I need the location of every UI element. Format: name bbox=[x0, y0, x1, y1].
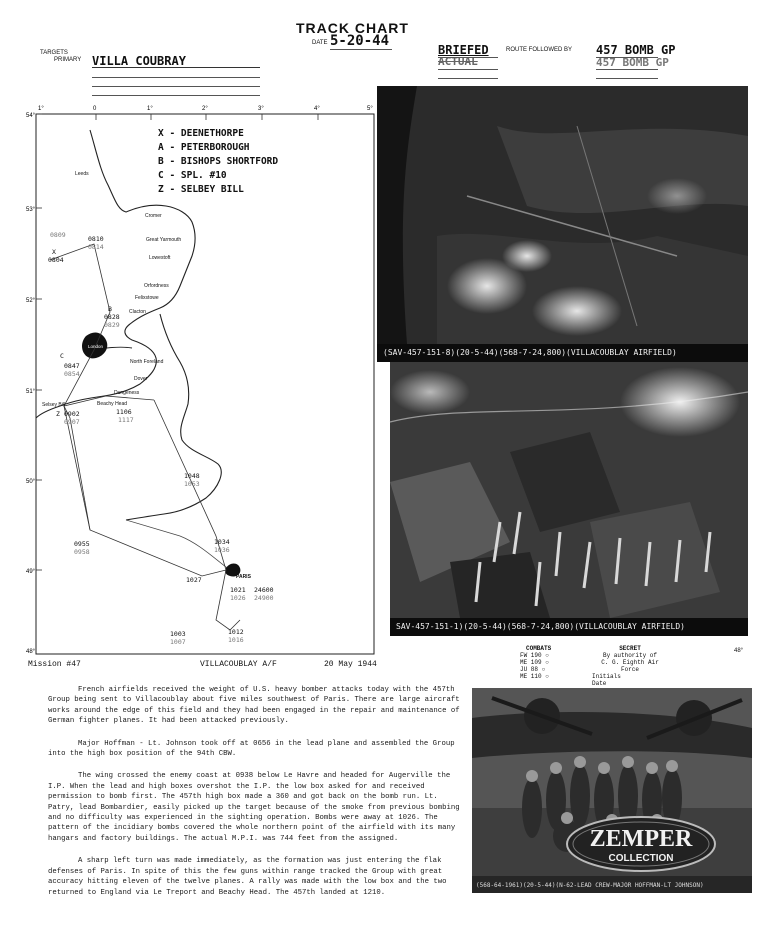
secret-block bbox=[592, 645, 668, 687]
combat-row: ME 110 ○ bbox=[520, 673, 549, 680]
briefed-line bbox=[438, 57, 498, 58]
secret-line-3: Initials bbox=[592, 673, 621, 680]
narrative-paragraph: French airfields received the weight of U.S. heavy bomber attacks today with the 457th Group being sent to Villacoublay about five miles southwest of Paris. There are large aircraft works around the edge of this field and they had been engaged in the repair and maintenance of German fighter planes. It had been attacked previously. bbox=[48, 686, 460, 726]
secret-title: SECRET bbox=[619, 645, 641, 652]
lat-48-right: 48° bbox=[734, 648, 744, 654]
target-line-2 bbox=[92, 77, 260, 78]
briefed-label: BRIEFED bbox=[438, 43, 489, 57]
route-time-1021: 1021 bbox=[230, 586, 246, 594]
place-orfordness: Orfordness bbox=[144, 283, 169, 289]
route-time-1048: 1048 bbox=[184, 472, 200, 480]
combat-row-label: JU 88 bbox=[520, 666, 539, 673]
lat-52: 52° bbox=[26, 298, 36, 304]
track-chart-title: TRACK CHART bbox=[296, 20, 409, 36]
legend-a: A - PETERBOROUGH bbox=[158, 142, 250, 153]
route-time-0847: 0847 bbox=[64, 362, 80, 370]
place-cromer: Cromer bbox=[145, 213, 162, 219]
route-time-1053: 1053 bbox=[184, 480, 200, 488]
primary-target: VILLA COUBRAY bbox=[92, 54, 186, 68]
route-line-3a bbox=[438, 78, 498, 79]
secret-line-1: By authority of bbox=[602, 652, 657, 659]
route-z-letter: Z bbox=[56, 410, 60, 418]
aerial-photo-1 bbox=[377, 86, 748, 362]
targets-label-block bbox=[40, 50, 81, 64]
lat-54: 54° bbox=[26, 113, 36, 119]
zemper-logo-sub: COLLECTION bbox=[608, 853, 674, 864]
zemper-logo-name: ZEMPER bbox=[589, 826, 693, 852]
place-felixstowe: Felixstowe bbox=[135, 295, 159, 301]
legend-z: Z - SELBEY BILL bbox=[158, 184, 244, 195]
aerial-photo-2 bbox=[390, 362, 748, 636]
lon-0: 0 bbox=[93, 106, 97, 112]
place-dover: Dover bbox=[134, 376, 148, 382]
track-chart-map bbox=[26, 100, 380, 660]
route-time-0902: 0902 bbox=[64, 410, 80, 418]
chart-date: 5-20-44 bbox=[330, 33, 390, 49]
lat-48: 48° bbox=[26, 649, 36, 655]
route-time-1012: 1012 bbox=[228, 628, 244, 636]
place-dungeness: Dungeness bbox=[114, 390, 140, 396]
route-time-0907: 0907 bbox=[64, 418, 80, 426]
route-time-0955: 0955 bbox=[74, 540, 90, 548]
zemper-logo bbox=[565, 815, 717, 873]
route-time-0809: 0809 bbox=[50, 231, 66, 239]
route-time-1026: 1026 bbox=[230, 594, 246, 602]
mission-target: VILLACOUBLAY A/F bbox=[200, 660, 277, 669]
group-name: 457 BOMB GP bbox=[596, 43, 676, 57]
target-line-3 bbox=[92, 86, 260, 87]
target-line-4 bbox=[92, 95, 260, 96]
place-yarmouth: Great Yarmouth bbox=[146, 237, 182, 243]
combat-row: ME 109 ○ bbox=[520, 659, 549, 666]
route-alt-24600: 24600 bbox=[254, 586, 274, 594]
route-c-letter: C bbox=[60, 352, 64, 360]
secret-line-4: Date bbox=[592, 680, 607, 687]
route-time-0854: 0854 bbox=[64, 370, 80, 378]
route-time-1027: 1027 bbox=[186, 576, 202, 584]
route-time-1003: 1003 bbox=[170, 630, 186, 638]
narrative-paragraph: A sharp left turn was made immediately, as the formation was just entering the flak defenses of Paris. In spite of this the few guns within range tracked the Group with great accuracy hitting eleven of the twelve planes. A rally was made with the low box and the two returned to England via Le Treport and Beachy Head. The 457th landed at 1210. bbox=[48, 857, 447, 897]
route-time-1036: 1036 bbox=[214, 546, 230, 554]
mission-narrative bbox=[48, 685, 460, 910]
route-b-letter: B bbox=[108, 305, 112, 313]
lon-e3: 3° bbox=[258, 106, 264, 112]
aerial-photo-1-caption: (SAV-457-151-8)(20-5-44)(568-7-24,800)(VILLACOUBLAY AIRFIELD) bbox=[377, 344, 748, 362]
narrative-paragraph: The wing crossed the enemy coast at 0938 below Le Havre and headed for Augerville the I.P. When the lead and high boxes overshot the I.P. the low box asked for and received permission to bomb first. The 457th high box made a 360 and got back on the bomb run. Lt. Patry, lead Bombardier, easily picked up the target because of the smoke from previous bombing and no difficulty was experienced in the sighting operation. Bombs were away at 1026. The pattern of the incidiary bombs covered the whole northern point of the airfield with its many hangars and factory buildings. The actual M.P.I. was 744 feet from the assigned. bbox=[48, 772, 460, 843]
aerial-photo-1-image bbox=[377, 86, 748, 344]
route-x-time: 0804 bbox=[48, 256, 64, 264]
mission-date: 20 May 1944 bbox=[324, 660, 377, 669]
lat-49: 49° bbox=[26, 569, 36, 575]
date-label: DATE bbox=[312, 40, 328, 46]
actual-label: ACTUAL bbox=[438, 55, 478, 68]
route-x-letter: X bbox=[52, 248, 56, 256]
combat-row-label: ME 110 bbox=[520, 673, 542, 680]
actual-line bbox=[438, 69, 498, 70]
legend-x: X - DEENETHORPE bbox=[158, 128, 244, 139]
route-time-0829: 0829 bbox=[104, 321, 120, 329]
route-time-0814: 0814 bbox=[88, 243, 104, 251]
mission-number: Mission #47 bbox=[28, 660, 81, 669]
lat-50: 50° bbox=[26, 479, 36, 485]
group-name-faint: 457 BOMB GP bbox=[596, 56, 669, 69]
place-london: London bbox=[88, 344, 104, 349]
route-time-1106: 1106 bbox=[116, 408, 132, 416]
targets-label: TARGETS bbox=[40, 50, 68, 56]
route-time-0828: 0828 bbox=[104, 313, 120, 321]
lat-53: 53° bbox=[26, 207, 36, 213]
lat-51: 51° bbox=[26, 389, 36, 395]
legend-b: B - BISHOPS SHORTFORD bbox=[158, 156, 279, 167]
primary-label: PRIMARY bbox=[54, 57, 82, 63]
place-beachy: Beachy Head bbox=[97, 401, 128, 407]
lon-w1: 1° bbox=[38, 106, 44, 112]
combats-title: COMBATS bbox=[526, 645, 552, 652]
combats-block bbox=[520, 645, 551, 680]
combat-row-label: FW 190 bbox=[520, 652, 542, 659]
combat-row: JU 88 ○ bbox=[520, 666, 546, 673]
aerial-photo-2-caption: SAV-457-151-1)(20-5-44)(568-7-24,800)(VILLACOUBLAY AIRFIELD) bbox=[390, 618, 748, 636]
route-alt-24900: 24900 bbox=[254, 594, 274, 602]
route-time-1016: 1016 bbox=[228, 636, 244, 644]
combat-row-label: ME 109 bbox=[520, 659, 542, 666]
place-clacton: Clacton bbox=[129, 309, 146, 315]
lon-e1: 1° bbox=[147, 106, 153, 112]
route-time-0810: 0810 bbox=[88, 235, 104, 243]
route-time-1034: 1034 bbox=[214, 538, 230, 546]
route-followed-label: ROUTE FOLLOWED BY bbox=[506, 47, 573, 53]
place-lowestoft: Lowestoft bbox=[149, 255, 171, 261]
route-time-1117: 1117 bbox=[118, 416, 134, 424]
place-paris: PARIS bbox=[236, 574, 251, 580]
route-time-0958: 0958 bbox=[74, 548, 90, 556]
map-frame bbox=[36, 114, 374, 654]
group-line-1 bbox=[596, 57, 658, 58]
aerial-photo-2-image bbox=[390, 362, 748, 618]
combat-row: FW 190 ○ bbox=[520, 652, 549, 659]
route-line-3b bbox=[596, 78, 658, 79]
narrative-paragraph: Major Hoffman - Lt. Johnson took off at 0656 in the lead plane and assembled the Group into the high box position of the 94th CBW. bbox=[48, 739, 455, 759]
route-time-1007: 1007 bbox=[170, 638, 186, 646]
crew-photo-caption: (568-64-1961)(20-5-44)(N-62-LEAD CREW-MAJOR HOFFMAN-LT JOHNSON) bbox=[476, 882, 704, 889]
legend-c: C - SPL. #10 bbox=[158, 170, 227, 181]
primary-underline bbox=[92, 67, 260, 68]
place-foreland: North Foreland bbox=[130, 359, 164, 365]
date-underline bbox=[330, 49, 392, 50]
place-leeds: Leeds bbox=[75, 171, 89, 177]
lon-e4: 4° bbox=[314, 106, 320, 112]
place-selsey: Selsey Bill bbox=[42, 402, 66, 408]
secret-line-2: C. G. Eighth Air Force bbox=[601, 659, 659, 673]
lon-e2: 2° bbox=[202, 106, 208, 112]
lon-e5: 5° bbox=[367, 106, 373, 112]
group-line-2 bbox=[596, 69, 658, 70]
